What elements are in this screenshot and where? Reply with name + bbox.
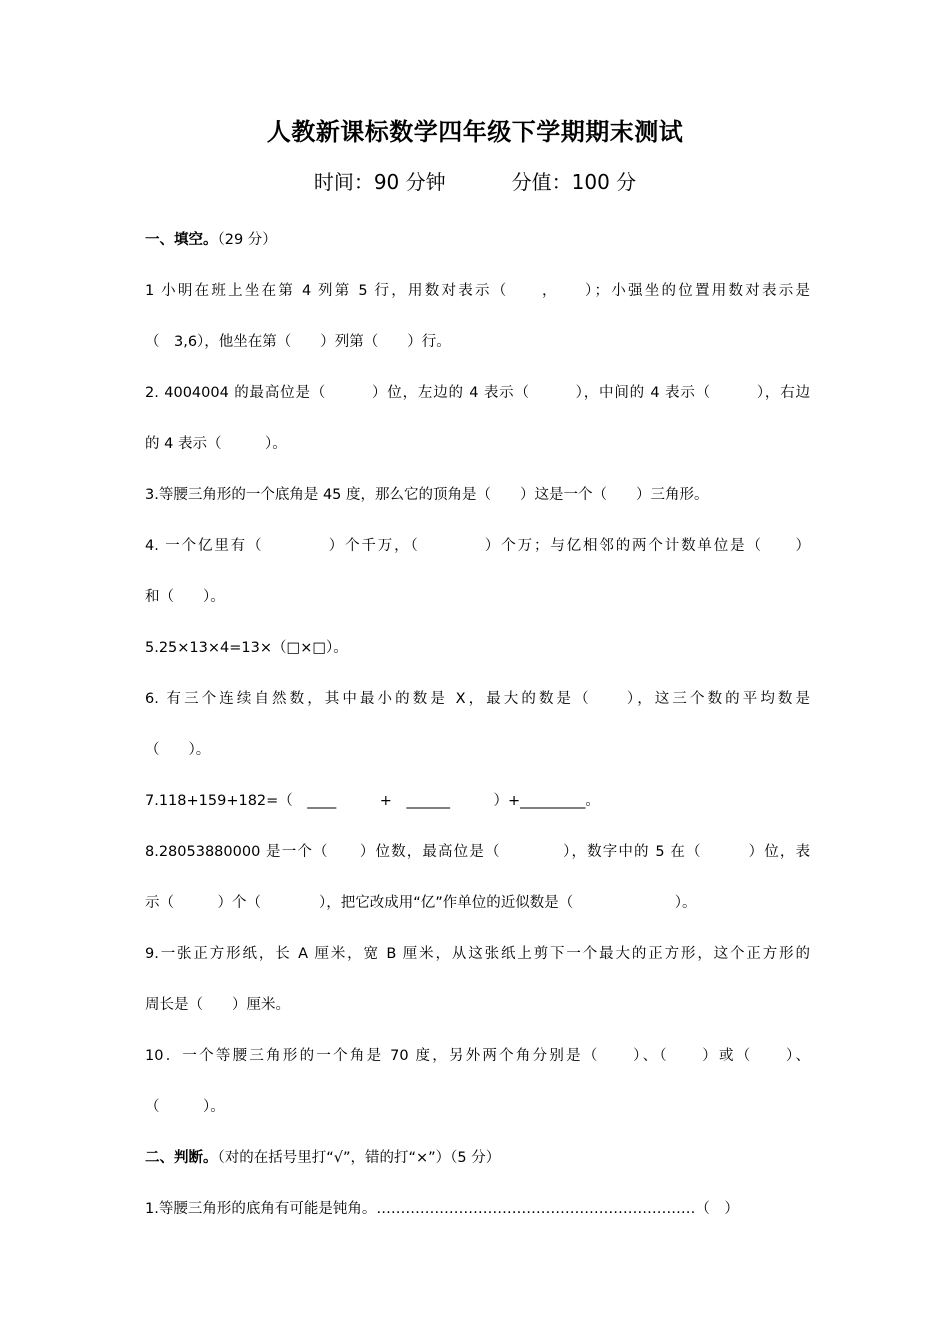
question-line: 5.25×13×4=13×（□×□）。 [145, 640, 348, 656]
question-line: 9.一张正方形纸，长 A 厘米，宽 B 厘米，从这张纸上剪下一个最大的正方形，这个正方形的 [145, 946, 810, 962]
question-line: （ 3,6），他坐在第（ ）列第（ ）行。 [145, 334, 451, 350]
page-title: 人教新课标数学四年级下学期期末测试 [266, 118, 684, 146]
question-line: 8.28053880000 是一个（ ）位数，最高位是（ ），数字中的 5 在（ ）位，表 [145, 844, 810, 860]
question-line: （ ）。 [145, 742, 211, 758]
question-line: 2. 4004004 的最高位是（ ）位，左边的 4 表示（ ），中间的 4 表示（ ），右边 [145, 385, 810, 401]
exam-info [0, 166, 950, 195]
section-2-heading: 二、判断。（对的在括号里打“√”，错的打“×”）（5 分） [145, 1150, 501, 1166]
question-line: 3.等腰三角形的一个底角是 45 度，那么它的顶角是（ ）这是一个（ ）三角形。 [145, 487, 709, 503]
question-line: 的 4 表示（ ）。 [145, 436, 287, 452]
question-line: 1.等腰三角形的底角有可能是钝角。…………………………………………………………（ ） [145, 1201, 739, 1217]
question-line: 周长是（ ）厘米。 [145, 997, 290, 1013]
question-line: （ ）。 [145, 1099, 225, 1115]
exam-time: 时间：90 分钟 [313, 170, 446, 194]
question-line: 6. 有三个连续自然数，其中最小的数是 X，最大的数是（ ），这三个数的平均数是 [145, 691, 810, 707]
exam-score: 分值：100 分 [511, 170, 637, 194]
question-line: 1 小明在班上坐在第 4 列第 5 行，用数对表示（ ， ）；小强坐的位置用数对表示是 [145, 283, 810, 299]
question-line: 和（ ）。 [145, 589, 225, 605]
question-line: 7.118+159+182=（ ____ + ______ ）+_________。 [145, 793, 600, 809]
question-line: 10．一个等腰三角形的一个角是 70 度，另外两个角分别是（ ）、（ ）或（ ）、 [145, 1048, 810, 1064]
question-line: 4. 一个亿里有（ ）个千万，（ ）个万；与亿相邻的两个计数单位是（ ） [145, 538, 810, 554]
section-1-heading: 一、填空。（29 分） [145, 232, 277, 248]
question-line: 示（ ）个（ ），把它改成用“亿”作单位的近似数是（ ）。 [145, 895, 697, 911]
